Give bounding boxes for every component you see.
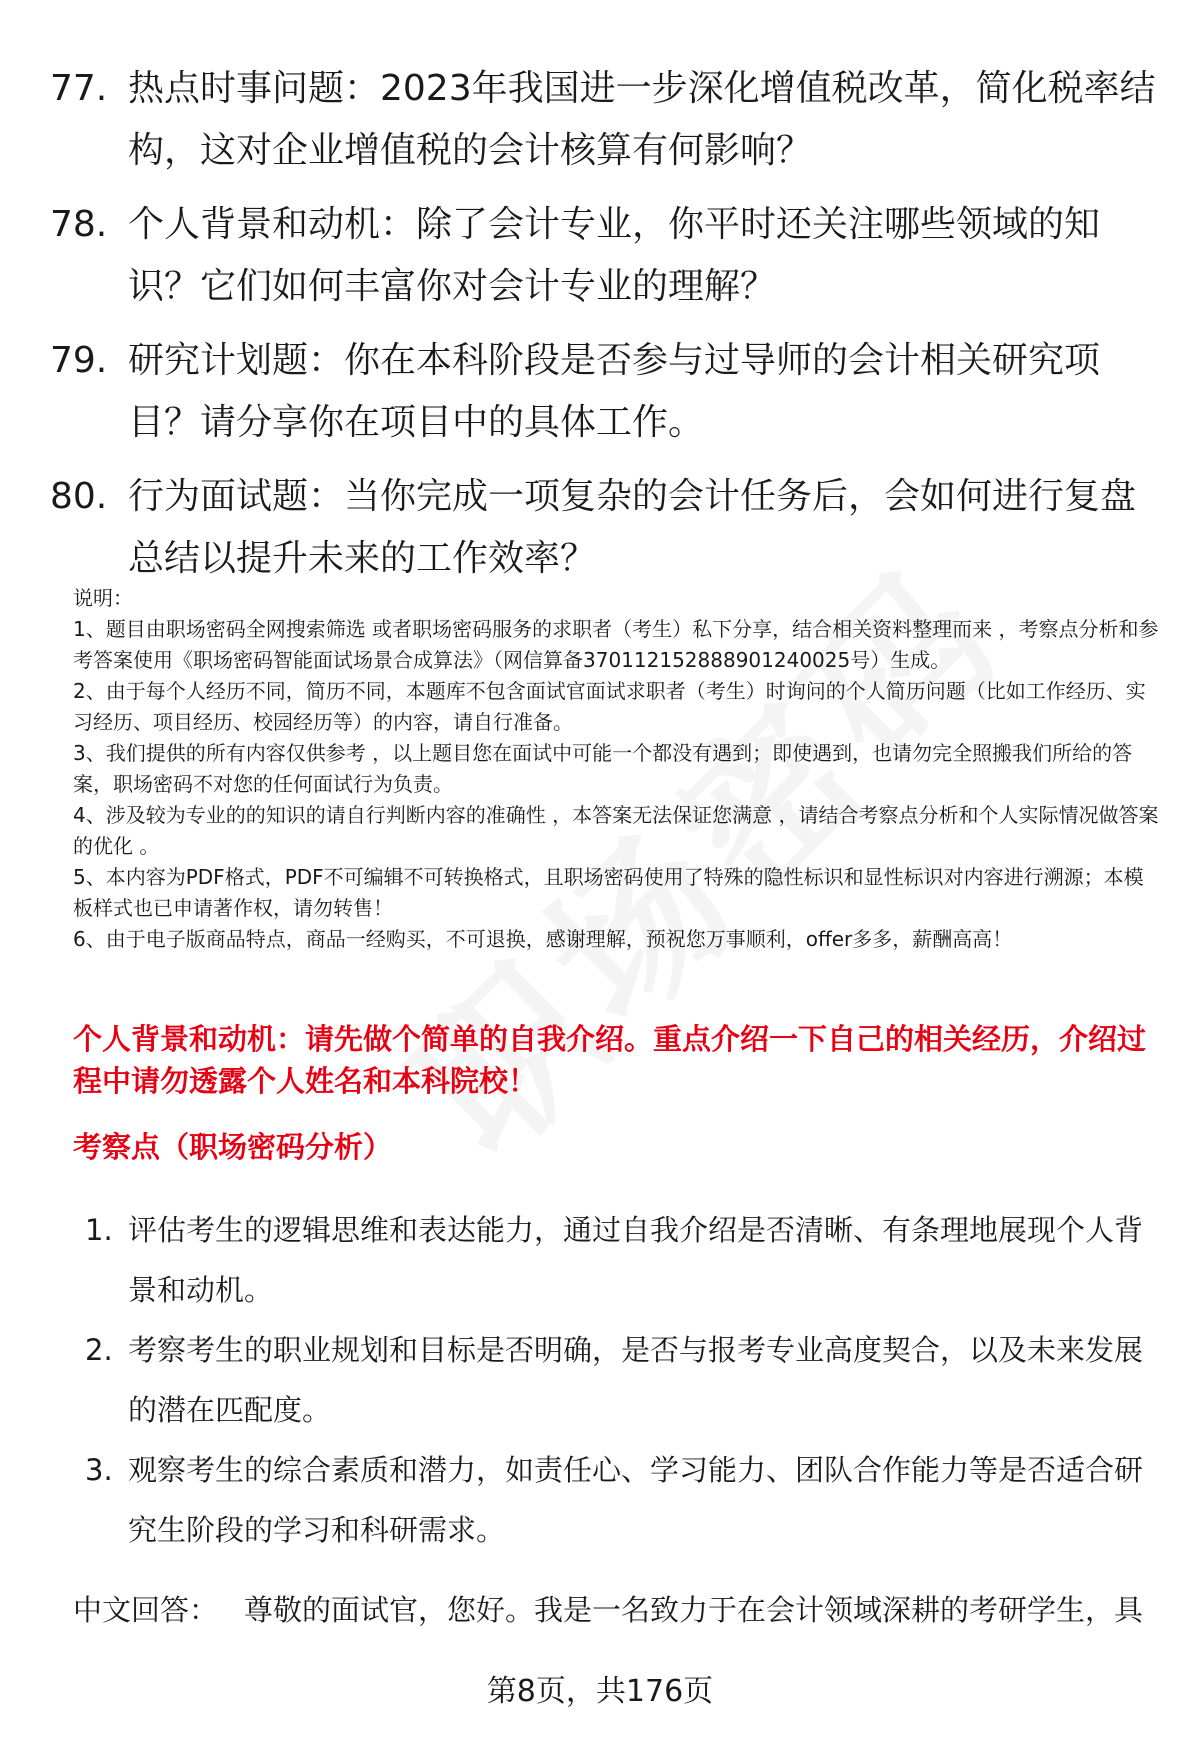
point-text: 考察考生的职业规划和目标是否明确，是否与报考专业高度契合，以及未来发展的潜在匹配度。: [128, 1333, 1144, 1427]
notes-section: [73, 583, 1163, 955]
answer-section: [73, 1588, 1163, 1632]
point-text: 评估考生的逻辑思维和表达能力，通过自我介绍是否清晰、有条理地展现个人背景和动机。: [128, 1213, 1144, 1307]
note-item: 5、本内容为PDF格式，PDF不可编辑不可转换格式，且职场密码使用了特殊的隐性标识和显性标识对内容进行溯源；本模板样式也已申请著作权，请勿转售！: [73, 865, 1144, 920]
question-text: 行为面试题：当你完成一项复杂的会计任务后，会如何进行复盘总结以提升未来的工作效率？: [128, 476, 1137, 579]
question-list: [50, 58, 1160, 602]
analysis-point: [85, 1200, 1165, 1320]
point-number: 2.: [85, 1333, 113, 1367]
question-number: 78.: [50, 204, 108, 245]
question-text: 研究计划题：你在本科阶段是否参与过导师的会计相关研究项目？请分享你在项目中的具体工作。: [128, 340, 1101, 443]
answer-text: 尊敬的面试官，您好。我是一名致力于在会计领域深耕的考研学生，具: [244, 1593, 1144, 1627]
point-text: 观察考生的综合素质和潜力，如责任心、学习能力、团队合作能力等是否适合研究生阶段的学习和科研需求。: [128, 1453, 1144, 1547]
question-item: [50, 194, 1160, 318]
question-number: 79.: [50, 340, 108, 381]
question-item: [50, 466, 1160, 590]
point-number: 3.: [85, 1453, 113, 1487]
analysis-point: [85, 1440, 1165, 1560]
note-item: 2、由于每个人经历不同，简历不同，本题库不包含面试官面试求职者（考生）时询问的个人简历问题（比如工作经历、实习经历、项目经历、校园经历等）的内容，请自行准备。: [73, 679, 1146, 734]
point-number: 1.: [85, 1213, 113, 1247]
analysis-point: [85, 1320, 1165, 1440]
note-item: 1、题目由职场密码全网搜索筛选 或者职场密码服务的求职者（考生）私下分享，结合相关资料整理而来 ，考察点分析和参考答案使用《职场密码智能面试场景合成算法》（网信算备370112152888901240025号）生成。: [73, 617, 1159, 672]
question-item: [50, 58, 1160, 182]
note-item: 6、由于电子版商品特点，商品一经购买，不可退换，感谢理解，预祝您万事顺利，offer多多，薪酬高高！: [73, 927, 1013, 951]
analysis-heading: 考察点（职场密码分析）: [73, 1130, 393, 1164]
notes-title: 说明：: [73, 586, 133, 610]
question-number: 80.: [50, 476, 108, 517]
answer-label: 中文回答：: [73, 1593, 219, 1627]
note-item: 4、涉及较为专业的的知识的请自行判断内容的准确性 ，本答案无法保证您满意 ，请结合考察点分析和个人实际情况做答案的优化 。: [73, 803, 1159, 858]
note-item: 3、我们提供的所有内容仅供参考 ，以上题目您在面试中可能一个都没有遇到；即使遇到，也请勿完全照搬我们所给的答案，职场密码不对您的任何面试行为负责。: [73, 741, 1133, 796]
question-number: 77.: [50, 68, 108, 109]
question-item: [50, 330, 1160, 454]
question-text: 热点时事问题：2023年我国进一步深化增值税改革，简化税率结构，这对企业增值税的会计核算有何影响？: [128, 68, 1156, 171]
analysis-point-list: [85, 1200, 1165, 1560]
page-footer: 第8页，共176页: [486, 1674, 714, 1709]
question-text: 个人背景和动机：除了会计专业，你平时还关注哪些领域的知识？它们如何丰富你对会计专业的理解？: [128, 204, 1101, 307]
question-heading: 个人背景和动机：请先做个简单的自我介绍。重点介绍一下自己的相关经历，介绍过程中请勿透露个人姓名和本科院校！: [73, 1022, 1147, 1098]
